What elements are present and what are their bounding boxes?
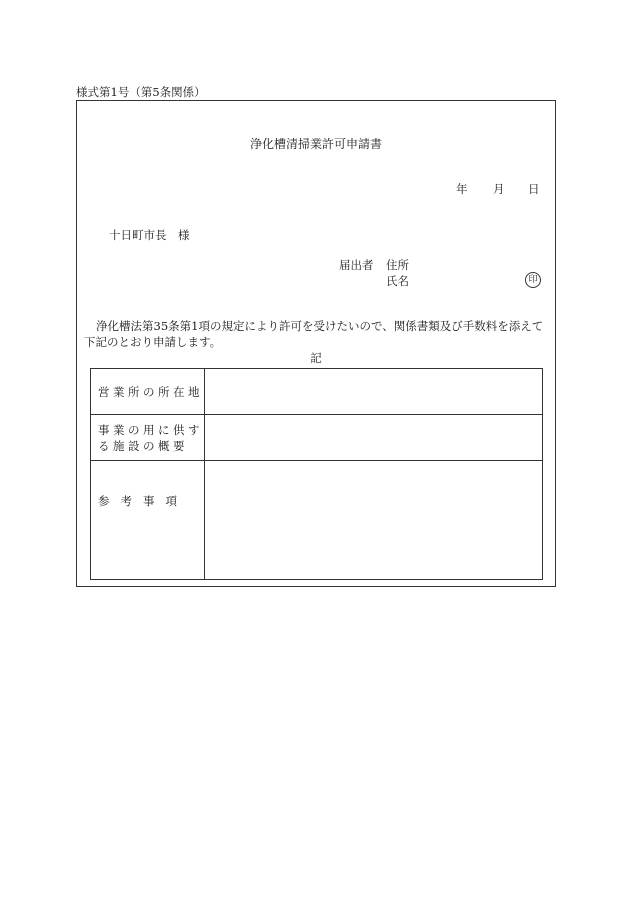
- date-month-label: 月: [493, 182, 505, 196]
- application-statement: [84, 318, 550, 350]
- table-row: [91, 415, 543, 461]
- row-label-reference-notes: 参考事項: [91, 461, 205, 580]
- form-number: 様式第1号（第5条関係）: [76, 85, 206, 99]
- reference-notes-field[interactable]: [205, 461, 543, 580]
- submitter-label: 届出者: [339, 258, 374, 272]
- date-year-label: 年: [456, 182, 468, 196]
- details-table: [90, 368, 543, 580]
- ki-heading: 記: [310, 351, 322, 365]
- table-row: [91, 369, 543, 415]
- seal-mark: 印: [525, 272, 541, 288]
- facility-overview-field[interactable]: [205, 415, 543, 461]
- office-location-field[interactable]: [205, 369, 543, 415]
- document-title: 浄化槽清掃業許可申請書: [249, 137, 382, 151]
- address-label: 住所: [386, 258, 409, 272]
- name-label: 氏名: [386, 274, 409, 288]
- row-label-facility-overview: 事業の用に供する施設の概要: [91, 415, 205, 461]
- table-row: [91, 461, 543, 580]
- row-label-office-location: 営業所の所在地: [91, 369, 205, 415]
- application-statement-text: 浄化槽法第35条第1項の規定により許可を受けたいので、関係書類及び手数料を添えて下記のとおり申請します。: [84, 319, 544, 349]
- date-day-label: 日: [528, 182, 540, 196]
- addressee: 十日町市長 様: [109, 228, 190, 242]
- application-form-frame: [76, 100, 556, 587]
